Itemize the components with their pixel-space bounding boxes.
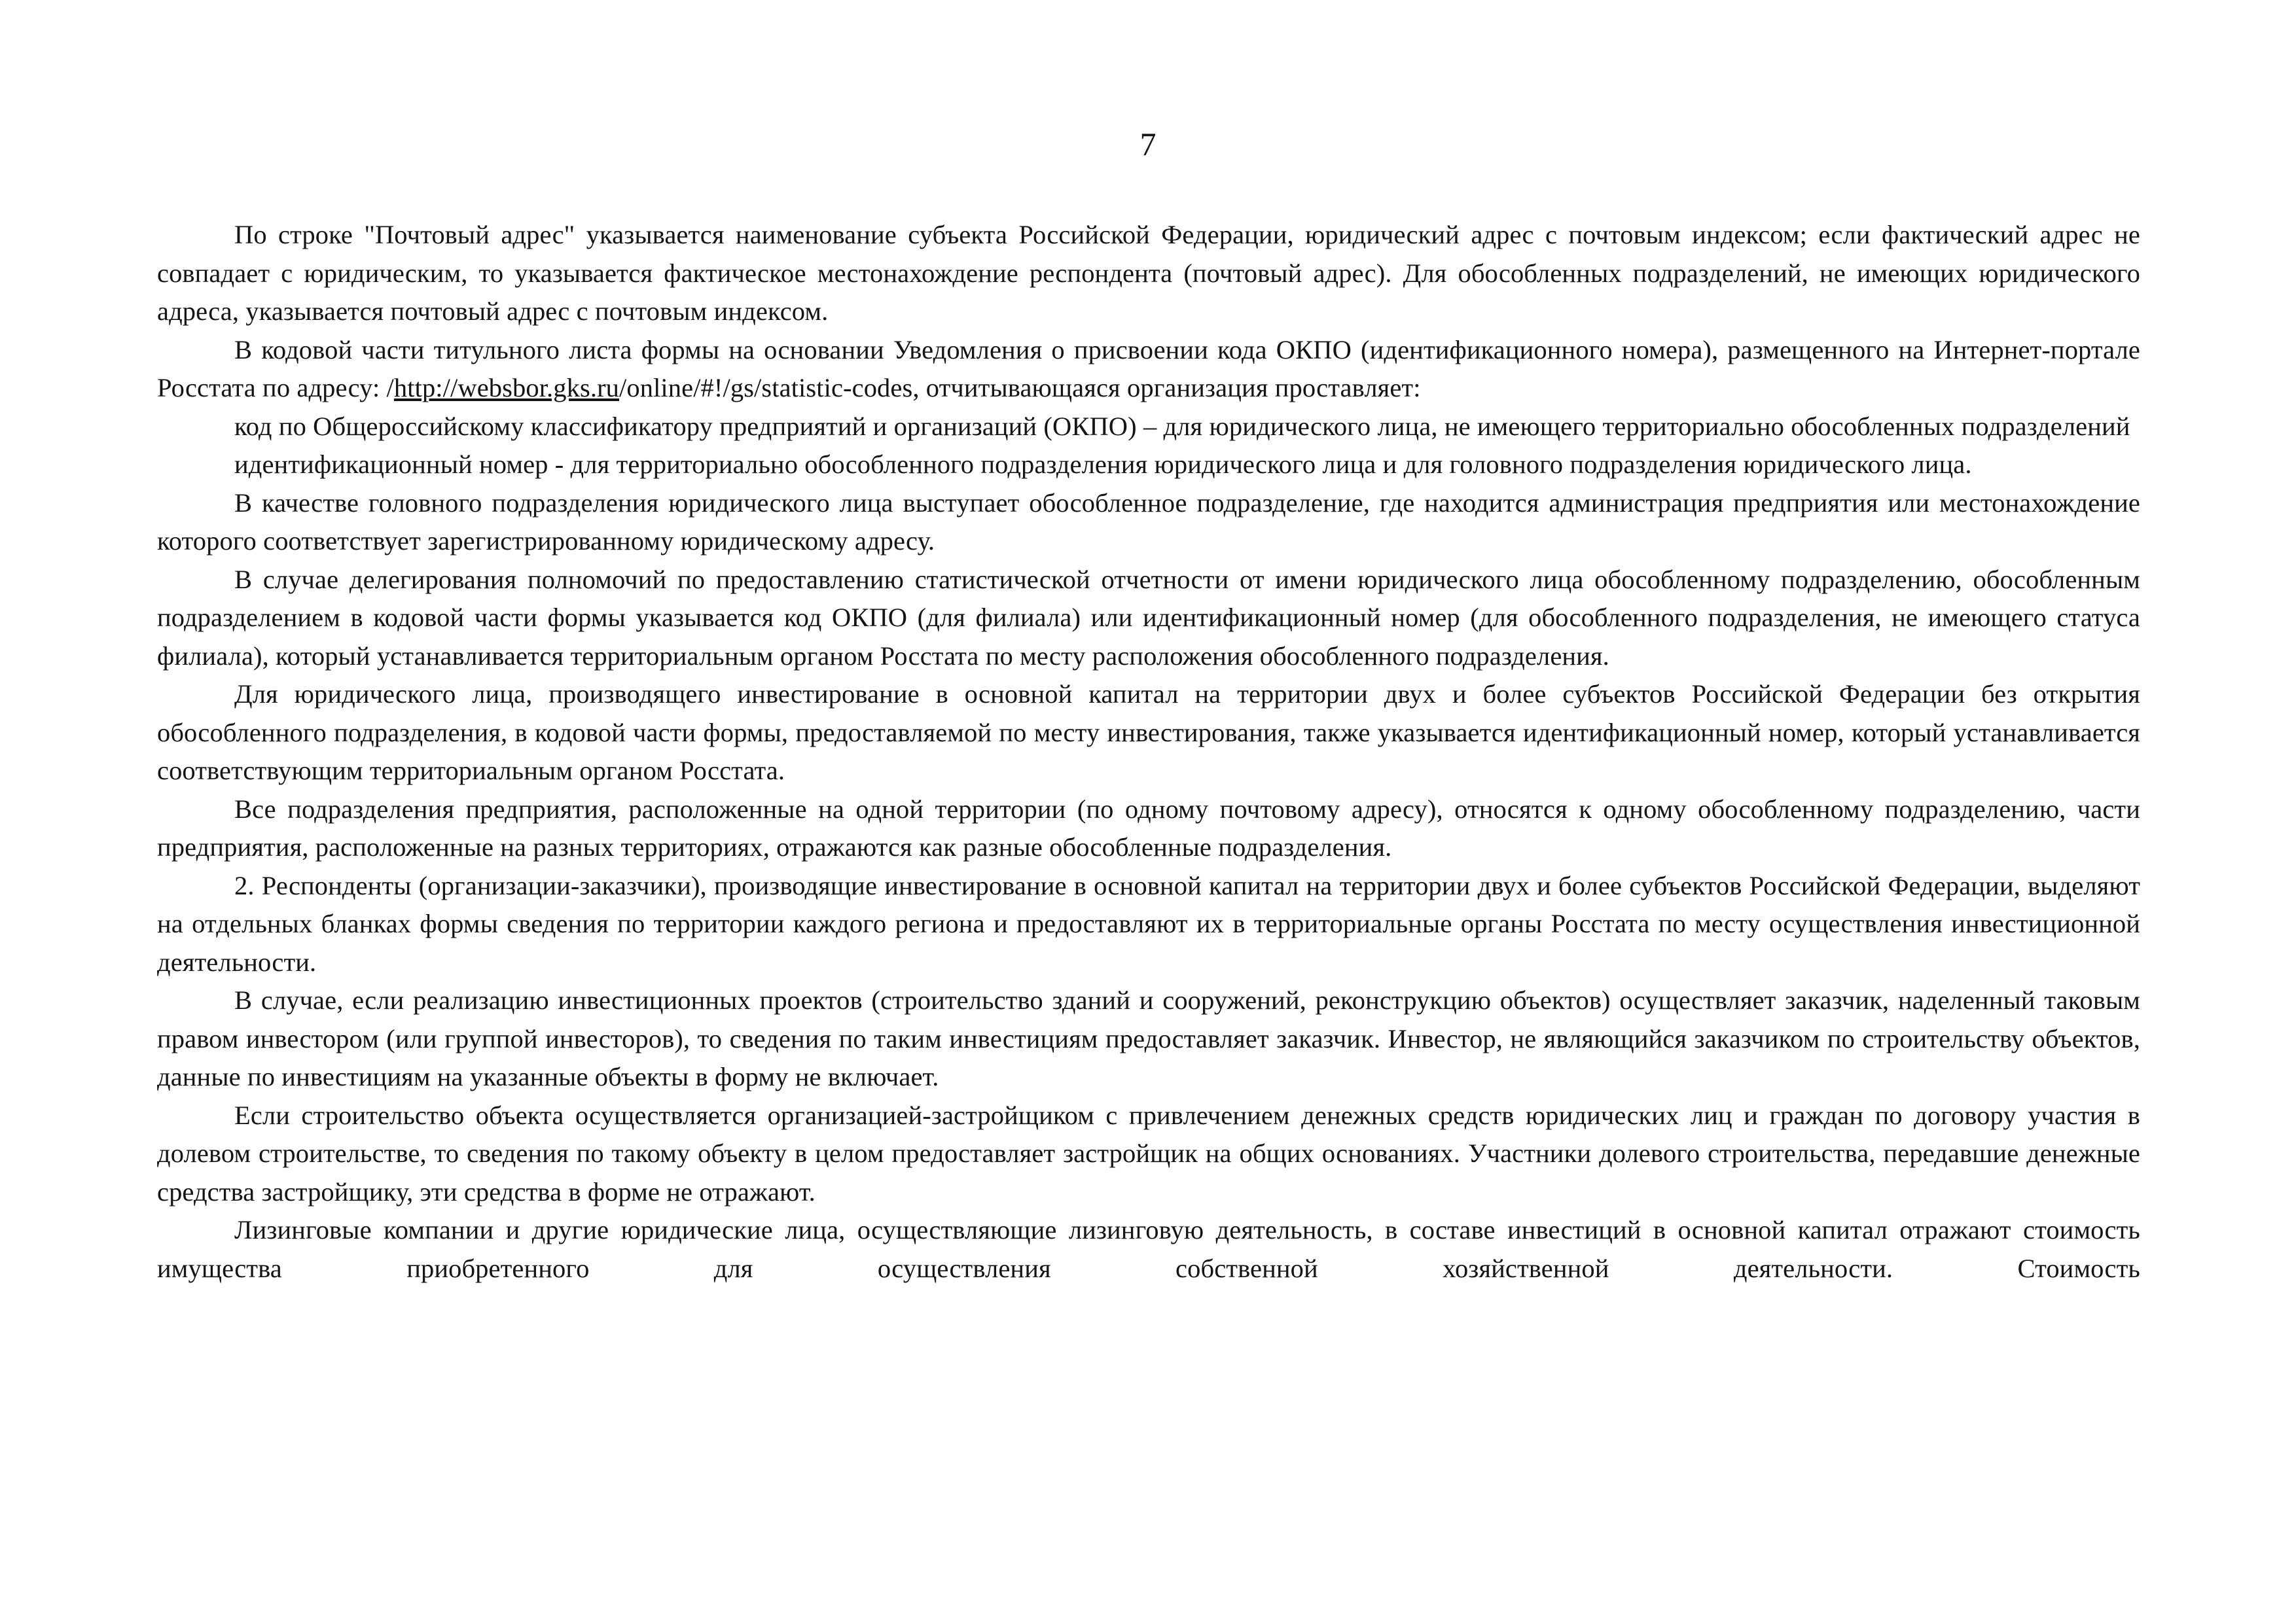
paragraph-customer: В случае, если реализацию инвестиционных проектов (строительство зданий и сооружений, реконструкцию объектов) осуществляет заказчик, наделенный таковым правом инвестором (или группой инвесторов), то сведения по таким инвестициям предоставляет заказчик. Инвестор, не являющийся заказчиком по строительству объектов, данные по инвестициям на указанные объекты в форму не включает. [157,985,2140,1091]
paragraph-identification-number: идентификационный номер - для территориально обособленного подразделения юридического лица и для головного подразделения юридического лица. [234,450,1972,479]
paragraph-code-part-tail: /online/#!/gs/statistic-codes, отчитывающаяся организация проставляет: [619,373,1421,402]
paragraph-postal-address: По строке "Почтовый адрес" указывается наименование субъекта Российской Федерации, юридический адрес с почтовым индексом; если фактический адрес не совпадает с юридическим, то указывается фактическое местонахождение респондента (почтовый адрес). Для обособленных подразделений, не имеющих юридического адреса, указывается почтовый адрес с почтовым индексом. [157,220,2140,326]
paragraph-developer: Если строительство объекта осуществляется организацией-застройщиком с привлечением денежных средств юридических лиц и граждан по договору участия в долевом строительстве, то сведения по такому объекту в целом предоставляет застройщик на общих основаниях. Участники долевого строительства, передавшие денежные средства застройщику, эти средства в форме не отражают. [157,1100,2140,1207]
websbor-link[interactable]: http://websbor.gks.ru [393,373,620,402]
paragraph-code-part-text: В кодовой части титульного листа формы на основании Уведомления о присвоении кода ОКПО (идентификационного номера), размещенного на Интернет-портале Росстата по адресу: / [157,334,2140,402]
paragraph-multiregion-legal-entity: Для юридического лица, производящего инвестирование в основной капитал на территории двух и более субъектов Российской Федерации без открытия обособленного подразделения, в кодовой части формы, предоставляемой по месту инвестирования, также указывается идентификационный номер, который устанавливается соответствующим территориальным органом Росстата. [157,679,2140,785]
paragraph-leasing: Лизинговые компании и другие юридические лица, осуществляющие лизинговую деятельность, в составе инвестиций в основной капитал отражают стоимость имущества приобретенного для осуществления собственной хозяйственной деятельности. Стоимость [157,1215,2140,1283]
paragraph-head-division: В качестве головного подразделения юридического лица выступает обособленное подразделение, где находится администрация предприятия или местонахождение которого соответствует зарегистрированному юридическому адресу. [157,487,2140,556]
paragraph-code-part [157,331,2140,408]
paragraph-same-territory: Все подразделения предприятия, расположенные на одной территории (по одному почтовому адресу), относятся к одному обособленному подразделению, части предприятия, расположенные на разных территориях, отражаются как разные обособленные подразделения. [157,794,2140,862]
document-body [157,216,2140,1288]
page-number: 7 [1139,126,1157,162]
paragraph-okpo-code: код по Общероссийскому классификатору предприятий и организаций (ОКПО) – для юридического лица, не имеющего территориально обособленных подразделений [234,411,2130,441]
paragraph-respondents: 2. Респонденты (организации-заказчики), производящие инвестирование в основной капитал на территории двух и более субъектов Российской Федерации, выделяют на отдельных бланках формы сведения по территории каждого региона и предоставляют их в территориальные органы Росстата по месту осуществления инвестиционной деятельности. [157,870,2140,977]
paragraph-delegation: В случае делегирования полномочий по предоставлению статистической отчетности от имени юридического лица обособленному подразделению, обособленным подразделением в кодовой части формы указывается код ОКПО (для филиала) или идентификационный номер (для обособленного подразделения, не имеющего статуса филиала), который устанавливается территориальным органом Росстата по месту расположения обособленного подразделения. [157,564,2140,671]
